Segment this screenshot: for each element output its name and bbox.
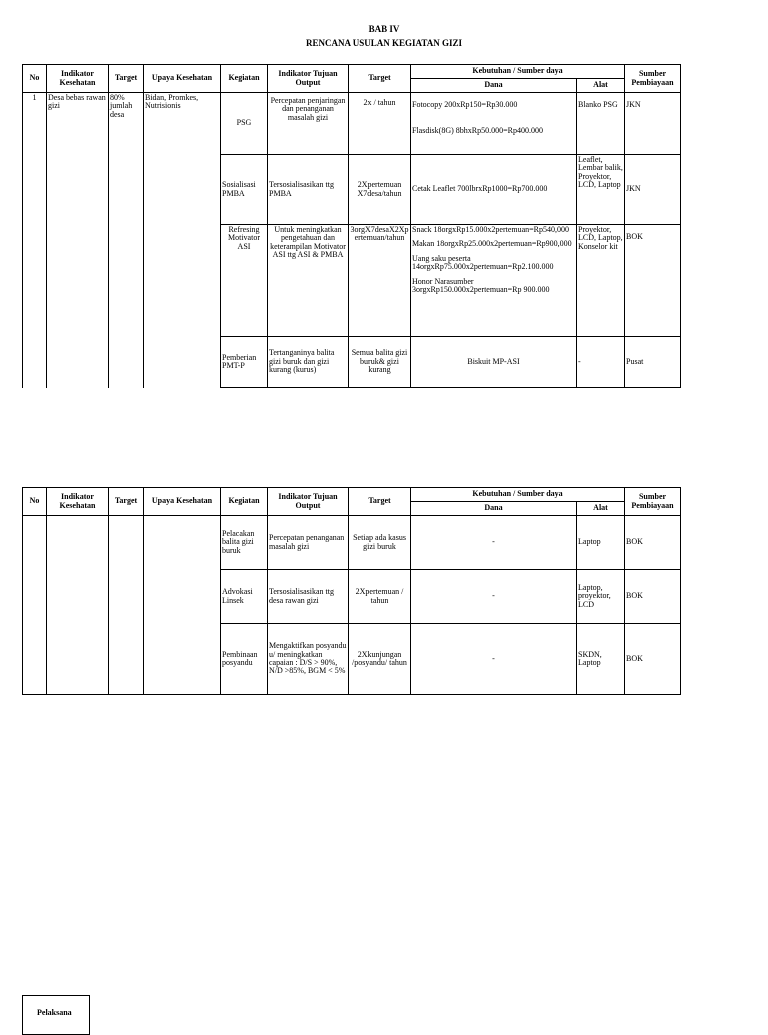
empty-cell bbox=[47, 516, 109, 695]
upaya-cell: Bidan, Promkes, Nutrisionis bbox=[144, 93, 221, 388]
sumber-cell: Pusat bbox=[625, 337, 681, 388]
alat-cell: Leaflet, Lembar balik, Proyektor, LCD, Laptop bbox=[577, 155, 625, 225]
pelaksana-label: Pelaksana bbox=[37, 1008, 72, 1017]
page-title: RENCANA USULAN KEGIATAN GIZI bbox=[306, 38, 462, 48]
header-dana: Dana bbox=[411, 79, 577, 93]
header-target: Target bbox=[109, 65, 144, 93]
sumber-cell: BOK bbox=[625, 570, 681, 624]
dana-cell bbox=[411, 225, 577, 337]
target-output-cell: 2Xpertemuan / tahun bbox=[349, 570, 411, 624]
chapter-heading: BAB IV bbox=[368, 24, 400, 34]
dana-cell: Cetak Leaflet 700lbrxRp1000=Rp700.000 bbox=[411, 155, 577, 225]
empty-cell bbox=[23, 516, 47, 695]
header-target-2: Target bbox=[349, 488, 411, 516]
header-alat: Alat bbox=[577, 79, 625, 93]
header-indikator: Indikator Kesehatan bbox=[47, 65, 109, 93]
target-output-cell: Semua balita gizi buruk& gizi kurang bbox=[349, 337, 411, 388]
header-alat: Alat bbox=[577, 502, 625, 516]
header-dana: Dana bbox=[411, 502, 577, 516]
empty-cell bbox=[109, 516, 144, 695]
dana-cell: Biskuit MP-ASI bbox=[411, 337, 577, 388]
kegiatan-cell: Pemberian PMT-P bbox=[221, 337, 268, 388]
dana-item: Honor Narasumber 3orgxRp150.000x2pertemuan=Rp 900.000 bbox=[412, 276, 550, 294]
output-cell: Tertanganinya balita gizi buruk dan gizi kurang (kurus) bbox=[268, 337, 349, 388]
alat-cell: Laptop, proyektor, LCD bbox=[577, 570, 625, 624]
target-output-cell: 2x / tahun bbox=[349, 93, 411, 155]
dana-item: Uang saku peserta 14orgxRp75.000x2pertemuan=Rp2.100.000 bbox=[412, 253, 554, 272]
output-cell: Percepatan penjaringan dan penanganan masalah gizi bbox=[268, 93, 349, 155]
alat-cell: Laptop bbox=[577, 516, 625, 570]
header-indikator-tujuan: Indikator Tujuan Output bbox=[268, 488, 349, 516]
activity-plan-table-2 bbox=[22, 487, 681, 695]
output-cell: Percepatan penanganan masalah gizi bbox=[268, 516, 349, 570]
empty-cell bbox=[144, 516, 221, 695]
alat-cell: Proyektor, LCD, Laptop, Konselor kit bbox=[577, 225, 625, 337]
target-output-cell: Setiap ada kasus gizi buruk bbox=[349, 516, 411, 570]
output-cell: Untuk meningkatkan pengetahuan dan keterampilan Motivator ASI ttg ASI & PMBA bbox=[268, 225, 349, 337]
table-row bbox=[23, 516, 681, 570]
indikator-cell: Desa bebas rawan gizi bbox=[47, 93, 109, 388]
header-target: Target bbox=[109, 488, 144, 516]
dana-cell: - bbox=[411, 516, 577, 570]
header-kegiatan: Kegiatan bbox=[221, 488, 268, 516]
target-cell: 80% jumlah desa bbox=[109, 93, 144, 388]
kegiatan-cell: Pelacakan balita gizi buruk bbox=[221, 516, 268, 570]
dana-cell bbox=[411, 93, 577, 155]
header-kegiatan: Kegiatan bbox=[221, 65, 268, 93]
dana-item: Makan 18orgxRp25.000x2pertemuan=Rp900,000 bbox=[412, 239, 572, 249]
header-sumber: Sumber Pembiayaan bbox=[625, 65, 681, 93]
kegiatan-cell: Sosialisasi PMBA bbox=[221, 155, 268, 225]
sumber-cell: BOK bbox=[625, 516, 681, 570]
kegiatan-cell: Advokasi Linsek bbox=[221, 570, 268, 624]
kegiatan-cell: PSG bbox=[221, 93, 268, 155]
header-upaya: Upaya Kesehatan bbox=[144, 65, 221, 93]
target-output-cell: 3orgX7desaX2Xpertemuan/tahun bbox=[349, 225, 411, 337]
header-no: No bbox=[23, 488, 47, 516]
header-target-2: Target bbox=[349, 65, 411, 93]
header-kebutuhan: Kebutuhan / Sumber daya bbox=[411, 65, 625, 79]
header-indikator: Indikator Kesehatan bbox=[47, 488, 109, 516]
target-output-cell: 2Xpertemuan X7desa/tahun bbox=[349, 155, 411, 225]
header-kebutuhan: Kebutuhan / Sumber daya bbox=[411, 488, 625, 502]
dana-item: Fotocopy 200xRp150=Rp30.000 bbox=[412, 100, 518, 109]
output-cell: Tersosialisasikan ttg PMBA bbox=[268, 155, 349, 225]
alat-cell: - bbox=[577, 337, 625, 388]
dana-cell: - bbox=[411, 570, 577, 624]
header-upaya: Upaya Kesehatan bbox=[144, 488, 221, 516]
sumber-cell: BOK bbox=[625, 225, 681, 337]
row-number: 1 bbox=[23, 93, 47, 388]
sumber-cell: JKN bbox=[625, 155, 681, 225]
header-sumber: Sumber Pembiayaan bbox=[625, 488, 681, 516]
header-no: No bbox=[23, 65, 47, 93]
alat-cell: SKDN, Laptop bbox=[577, 624, 625, 695]
dana-cell: - bbox=[411, 624, 577, 695]
header-indikator-tujuan: Indikator Tujuan Output bbox=[268, 65, 349, 93]
output-cell: Mengaktifkan posyandu u/ meningkatkan capaian : D/S > 90%, N/D >85%, BGM < 5% bbox=[268, 624, 349, 695]
alat-cell: Blanko PSG bbox=[577, 93, 625, 155]
sumber-cell: JKN bbox=[625, 93, 681, 155]
kegiatan-cell: Refresing Motivator ASI bbox=[221, 225, 268, 337]
sumber-cell: BOK bbox=[625, 624, 681, 695]
output-cell: Tersosialisasikan ttg desa rawan gizi bbox=[268, 570, 349, 624]
activity-plan-table-1 bbox=[22, 64, 681, 388]
dana-item: Flasdisk(8G) 8bhxRp50.000=Rp400.000 bbox=[412, 126, 543, 136]
kegiatan-cell: Pembinaan posyandu bbox=[221, 624, 268, 695]
dana-item: Snack 18orgxRp15.000x2pertemuan=Rp540,000 bbox=[412, 225, 570, 234]
pelaksana-box bbox=[22, 995, 90, 1035]
target-output-cell: 2Xkunjungan /posyandu/ tahun bbox=[349, 624, 411, 695]
table-row bbox=[23, 93, 681, 155]
